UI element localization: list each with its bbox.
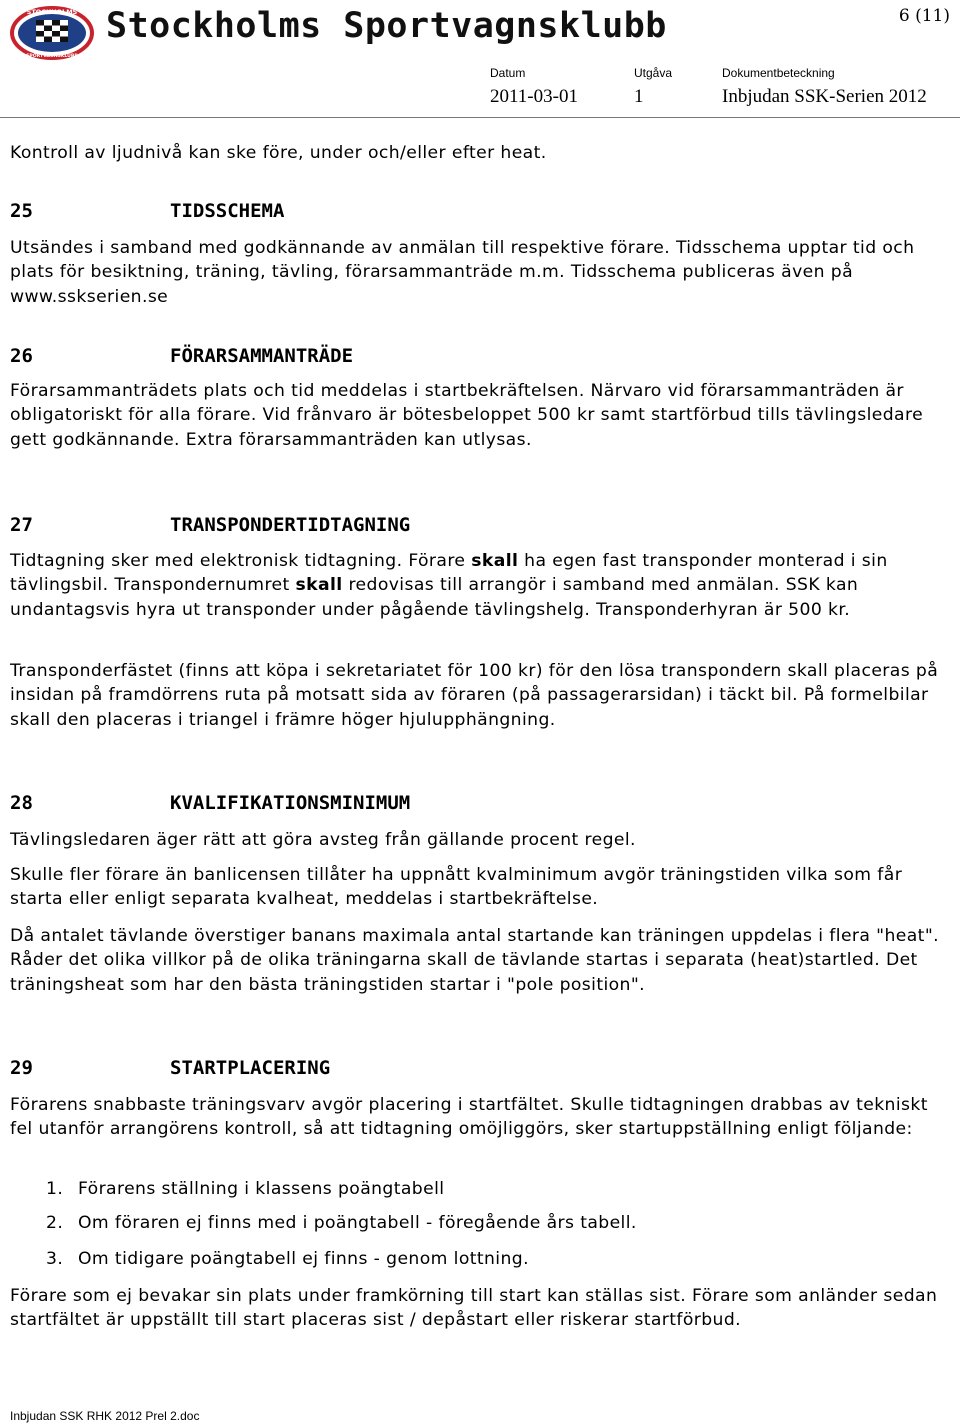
section-title: STARTPLACERING [170,1057,331,1079]
section-title: FÖRARSAMMANTRÄDE [170,345,354,367]
section-title: TIDSSCHEMA [170,200,285,222]
doc-value: Inbjudan SSK-Serien 2012 [722,86,927,107]
section-text-27-p1 [10,549,945,622]
section-heading-29 [10,1056,330,1080]
list-item-text: Om föraren ej finns med i poängtabell - föregående års tabell. [78,1213,637,1233]
utgava-label: Utgåva [634,66,673,80]
page-number: 6 (11) [898,6,950,26]
section-text-26: Förarsammanträdets plats och tid meddelas i startbekräftelsen. Närvaro vid förarsammanträden är obligatoriskt för alla förare. Vid frånvaro är bötesbeloppet 500 kr samt startförbud tills tävlingsledare gett godkännande. Extra förarsammanträden kan utlysas. [10,381,924,450]
section-title: KVALIFIKATIONSMINIMUM [170,792,411,814]
emphasis-skall: skall [471,551,519,571]
text-run: Tidtagning sker med elektronisk tidtagning. Förare [10,551,472,571]
list-item-number: 2. [46,1213,64,1233]
section-number: 26 [10,345,33,367]
list-item [46,1213,637,1233]
header-divider [0,117,960,118]
text-run: redovisas till arrangör i samband med anmälan. SSK kan undantagsvis hyra ut transponder under pågående tävlingshelg. Transponderhyran är 500 kr. [10,575,859,620]
section-text-29-p1: Förarens snabbaste träningsvarv avgör placering i startfältet. Skulle tidtagningen drabbas av tekniskt fel utanför arrangörens kontroll, så att tidtagning omöjliggörs, sker startuppställning enligt följande: [10,1095,928,1140]
section-number: 28 [10,792,33,814]
section-text-28-p1: Tävlingsledaren äger rätt att göra avsteg från gällande procent regel. [10,830,636,850]
list-item [46,1249,529,1269]
datum-label: Datum [490,66,526,80]
section-text-27-p2: Transponderfästet (finns att köpa i sekretariatet för 100 kr) för den lösa transpondern skall placeras på insidan på framdörrens ruta på motsatt sida av föraren (på passagerarsidan) i täckt bil. På formelbilar skall den placeras i triangel i främre höger hjulupphängning. [10,661,939,730]
section-title: TRANSPONDERTIDTAGNING [170,514,411,536]
list-item-number: 3. [46,1249,64,1269]
section-heading-26 [10,344,353,368]
utgava-value: 1 [634,86,644,107]
section-text-29-p2: Förare som ej bevakar sin plats under framkörning till start kan ställas sist. Förare som anländer sedan startfältet är uppställt till start placeras sist / depåstart eller riskerar startförbud. [10,1286,938,1331]
section-number: 27 [10,514,33,536]
section-text-28-p3: Då antalet tävlande överstiger banans maximala antal startande kan träningen uppdelas i flera "heat". Råder det olika villkor på de olika träningarna skall de tävlande startas i separata (heat)startled. Det träningsheat som har den bästa träningstiden startar i "pole position". [10,926,939,995]
section-text-28-p2: Skulle fler förare än banlicensen tillåter ha uppnått kvalminimum avgör träningstiden vilka som får starta eller enligt separata kvalheat, meddelas i startbekräftelse. [10,865,903,910]
section-heading-28 [10,791,410,815]
emphasis-skall: skall [295,575,343,596]
intro-text: Kontroll av ljudnivå kan ske före, under och/eller efter heat. [10,143,547,163]
doc-label: Dokumentbeteckning [722,66,835,80]
section-text-25: Utsändes i samband med godkännande av anmälan till respektive förare. Tidsschema upptar tid och plats för besiktning, träning, tävling, förarsammanträde m.m. Tidsschema publiceras även på www.sskserien.se [10,238,915,307]
section-heading-27 [10,513,410,537]
club-logo-icon [8,4,96,62]
list-item-number: 1. [46,1179,64,1199]
logo-text-top: STOCKHOLMS [26,8,78,16]
list-item [46,1179,444,1199]
text-run: ha egen fast transponder monterad i sin tävlingsbil. Transpondernumret [10,551,888,596]
datum-value: 2011-03-01 [490,86,578,107]
list-item-text: Om tidigare poängtabell ej finns - genom lottning. [78,1249,529,1269]
section-number: 29 [10,1057,33,1079]
list-item-text: Förarens ställning i klassens poängtabell [78,1179,445,1199]
org-name: Stockholms Sportvagnsklubb [106,6,667,46]
footer-filename: Inbjudan SSK RHK 2012 Prel 2.doc [10,1409,200,1423]
logo-text-bottom: SPORTVAGNSKLUBB [26,54,78,59]
section-heading-25 [10,199,284,223]
section-number: 25 [10,200,33,222]
